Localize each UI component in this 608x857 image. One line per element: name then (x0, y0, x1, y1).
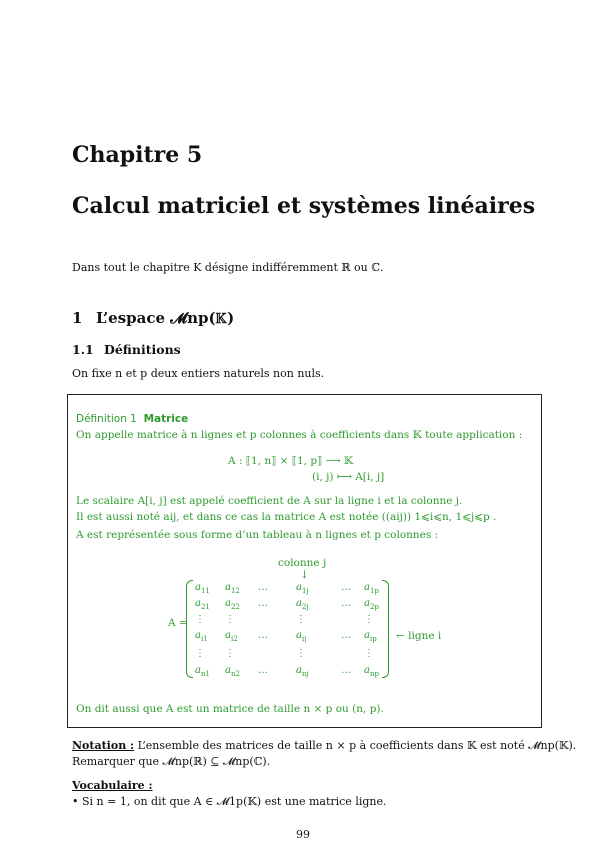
matrix-cell: $a_{i2}$ (225, 630, 238, 643)
subsection-heading (72, 342, 181, 357)
column-label: colonne j (278, 557, 327, 569)
matrix-cell: … (258, 598, 268, 609)
notation-label: Notation : (72, 739, 135, 752)
matrix-cell: ⋮ (296, 648, 306, 659)
paragraph-fix-n-p: On fixe n et p deux entiers naturels non nuls. (72, 367, 325, 380)
vocabulary-label: Vocabulaire : (72, 779, 153, 792)
matrix-lhs: A = (168, 617, 188, 629)
section-number: 1 (72, 309, 83, 327)
notation-remark: Remarquer que 𝓜np(ℝ) ⊆ 𝓜np(ℂ). (72, 755, 271, 768)
definition-label: Définition 1 (76, 413, 137, 425)
matrix-cell: ⋮ (195, 648, 205, 659)
matrix-cell: $a_{21}$ (195, 598, 210, 611)
definition-line-4: A est représentée sous forme d’un tableau à n lignes et p colonnes : (76, 529, 439, 541)
matrix-cell: $a_{n2}$ (225, 665, 240, 678)
definition-name: Matrice (143, 413, 189, 425)
matrix-right-bracket (382, 580, 389, 678)
matrix-cell: ⋮ (195, 614, 205, 625)
matrix-cell: $a_{11}$ (195, 582, 210, 595)
matrix-left-bracket (186, 580, 193, 678)
section-heading (72, 309, 234, 327)
chapter-number: Chapitre 5 (72, 142, 203, 168)
matrix-cell: … (258, 630, 268, 641)
matrix-cell: … (258, 665, 268, 676)
matrix-cell: $a_{ip}$ (364, 630, 377, 643)
matrix-cell: $a_{12}$ (225, 582, 240, 595)
matrix-cell: … (341, 630, 351, 641)
matrix-cell: $a_{1p}$ (364, 582, 379, 595)
vocabulary-bullet: • Si n = 1, on dit que A ∈ 𝓜1p(𝕂) est une matrice ligne. (72, 795, 387, 808)
definition-line-2: Le scalaire A[i, j] est appelé coefficient de A sur la ligne i et la colonne j. (76, 495, 463, 507)
definition-closing: On dit aussi que A est un matrice de taille n × p ou (n, p). (76, 703, 384, 715)
matrix-cell: … (341, 598, 351, 609)
matrix-cell: $a_{2p}$ (364, 598, 379, 611)
map-line-1: A : ⟦1, n⟧ × ⟦1, p⟧ ⟶ 𝕂 (228, 455, 354, 467)
matrix-cell: … (258, 582, 268, 593)
row-label: ← ligne i (396, 630, 442, 642)
matrix-cell: … (341, 582, 351, 593)
matrix-cell: ⋮ (225, 614, 235, 625)
matrix-cell: ⋮ (296, 614, 306, 625)
section-title: L’espace 𝓜np(𝕂) (96, 309, 235, 327)
column-arrow: ↓ (300, 569, 309, 581)
subsection-number: 1.1 (72, 342, 94, 357)
page-number: 99 (296, 828, 310, 841)
definition-box (67, 394, 542, 728)
map-line-2: (i, j) ⟼ A[i, j] (312, 471, 385, 483)
matrix-cell: $a_{ij}$ (296, 630, 307, 643)
matrix-cell: $a_{i1}$ (195, 630, 208, 643)
matrix-cell: $a_{22}$ (225, 598, 240, 611)
matrix-cell: ⋮ (364, 648, 374, 659)
subsection-title: Définitions (104, 342, 181, 357)
definition-line-3: Il est aussi noté aij, et dans ce cas la matrice A est notée ((aij)) 1⩽i⩽n, 1⩽j⩽p . (76, 511, 497, 523)
matrix-cell: ⋮ (364, 614, 374, 625)
matrix-cell: $a_{n1}$ (195, 665, 210, 678)
matrix-cell: … (341, 665, 351, 676)
definition-header (76, 413, 188, 425)
notation-line (72, 739, 576, 753)
matrix-cell: ⋮ (225, 648, 235, 659)
notation-text: L’ensemble des matrices de taille n × p à coefficients dans 𝕂 est noté 𝓜np(𝕂). (137, 739, 577, 752)
chapter-title: Calcul matriciel et systèmes linéaires (72, 193, 536, 219)
matrix-cell: $a_{1j}$ (296, 582, 309, 595)
matrix-cell: $a_{np}$ (364, 665, 379, 678)
matrix-cell: $a_{2j}$ (296, 598, 309, 611)
intro-paragraph: Dans tout le chapitre K désigne indifféremment ℝ ou ℂ. (72, 261, 384, 274)
matrix-cell: $a_{nj}$ (296, 665, 309, 678)
definition-line-1: On appelle matrice à n lignes et p colonnes à coefficients dans 𝕂 toute application : (76, 429, 523, 441)
